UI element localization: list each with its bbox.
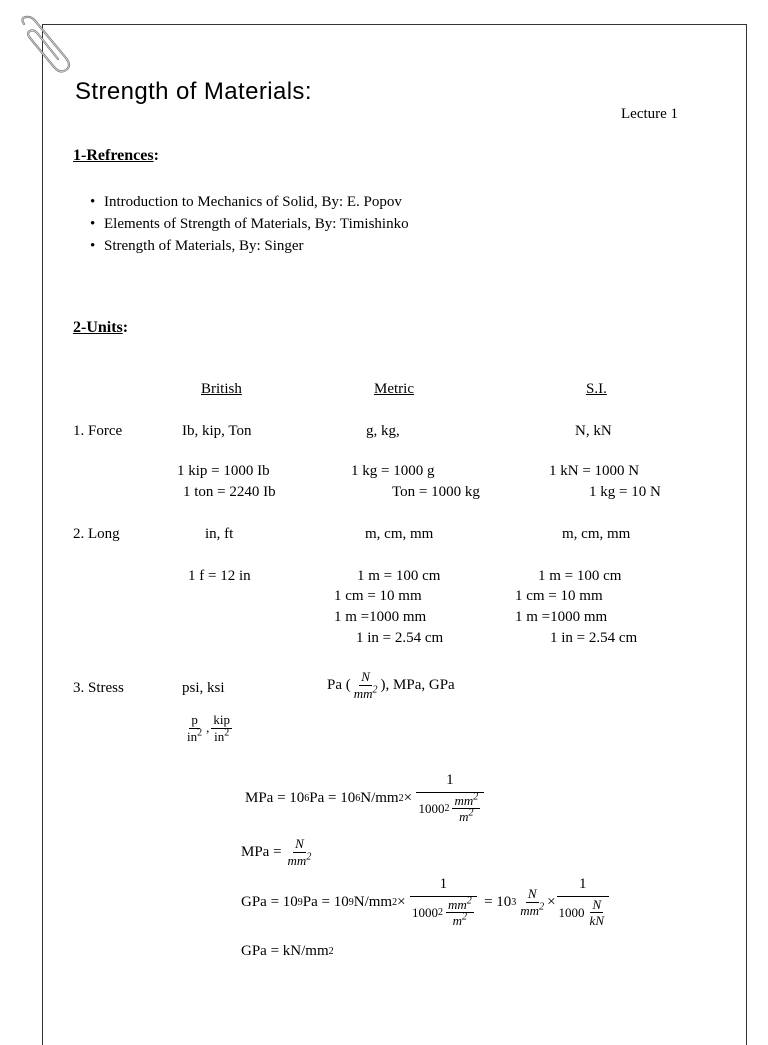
column-header-metric: Metric — [374, 381, 414, 397]
equation-gpa-conversion: GPa = 10 9 Pa = 10 9 N/mm 2 × 1 1000 2 $\frac{mm^2}{m^2}$ = 10 3 $\frac{N}{mm^2}$ × 1 1000 $\frac{N}{kN}$ — [241, 877, 610, 928]
list-item: • Strength of Materials, By: Singer — [90, 235, 409, 257]
list-item: • Elements of Strength of Materials, By: Timishinko — [90, 213, 409, 235]
column-header-british: British — [201, 381, 242, 397]
long-si-conv: 1 m = 100 cm — [538, 568, 622, 584]
long-british-conv: 1 f = 12 in — [188, 568, 251, 584]
long-metric-conv: 1 m = 100 cm — [357, 568, 441, 584]
long-metric-conv: 1 cm = 10 mm — [334, 588, 422, 604]
document-title: Strength of Materials: — [75, 78, 312, 105]
long-metric-conv: 1 m =1000 mm — [334, 609, 427, 625]
references-heading: 1-Refrences: — [73, 147, 159, 164]
equation-gpa-definition: GPa = kN/mm 2 — [241, 943, 334, 959]
long-si: m, cm, mm — [562, 526, 631, 542]
force-si-conv: 1 kN = 1000 N — [549, 463, 640, 479]
column-header-si: S.I. — [586, 381, 607, 397]
force-metric: g, kg, — [366, 423, 400, 439]
stress-british-fractions: $\frac{p}{in^2}$ , $\frac{\text{kip}}{in^2}$ — [187, 712, 230, 744]
long-metric: m, cm, mm — [365, 526, 434, 542]
long-british: in, ft — [205, 526, 234, 542]
long-si-conv: 1 m =1000 mm — [515, 609, 608, 625]
force-british-conv: 1 kip = 1000 Ib — [177, 463, 270, 479]
stress-metric: Pa ( $\frac{N}{mm^2}$ ), MPa, GPa — [327, 669, 455, 701]
equation-mpa-definition: MPa = $\frac{N}{mm^2}$ — [241, 836, 312, 868]
lecture-label: Lecture 1 — [621, 106, 679, 122]
force-metric-conv: 1 kg = 1000 g — [351, 463, 435, 479]
stress-british: psi, ksi — [182, 680, 225, 696]
row-label-force: 1. Force — [73, 423, 123, 439]
force-british-conv: 1 ton = 2240 Ib — [183, 484, 276, 500]
long-metric-conv: 1 in = 2.54 cm — [356, 630, 444, 646]
list-item: • Introduction to Mechanics of Solid, By: E. Popov — [90, 191, 409, 213]
row-label-long: 2. Long — [73, 526, 120, 542]
units-heading: 2-Units: — [73, 319, 129, 336]
long-si-conv: 1 cm = 10 mm — [515, 588, 603, 604]
equation-mpa-conversion: MPa = 10 6 Pa = 10 6 N/mm 2 × 1 1000 2 $\frac{mm^2}{m^2}$ — [245, 773, 485, 824]
force-si-conv: 1 kg = 10 N — [589, 484, 661, 500]
force-si: N, kN — [575, 423, 612, 439]
force-british: Ib, kip, Ton — [182, 423, 252, 439]
references-list — [90, 191, 409, 257]
row-label-stress: 3. Stress — [73, 680, 124, 696]
force-metric-conv: Ton = 1000 kg — [392, 484, 480, 500]
long-si-conv: 1 in = 2.54 cm — [550, 630, 638, 646]
paperclip-icon — [16, 14, 76, 76]
